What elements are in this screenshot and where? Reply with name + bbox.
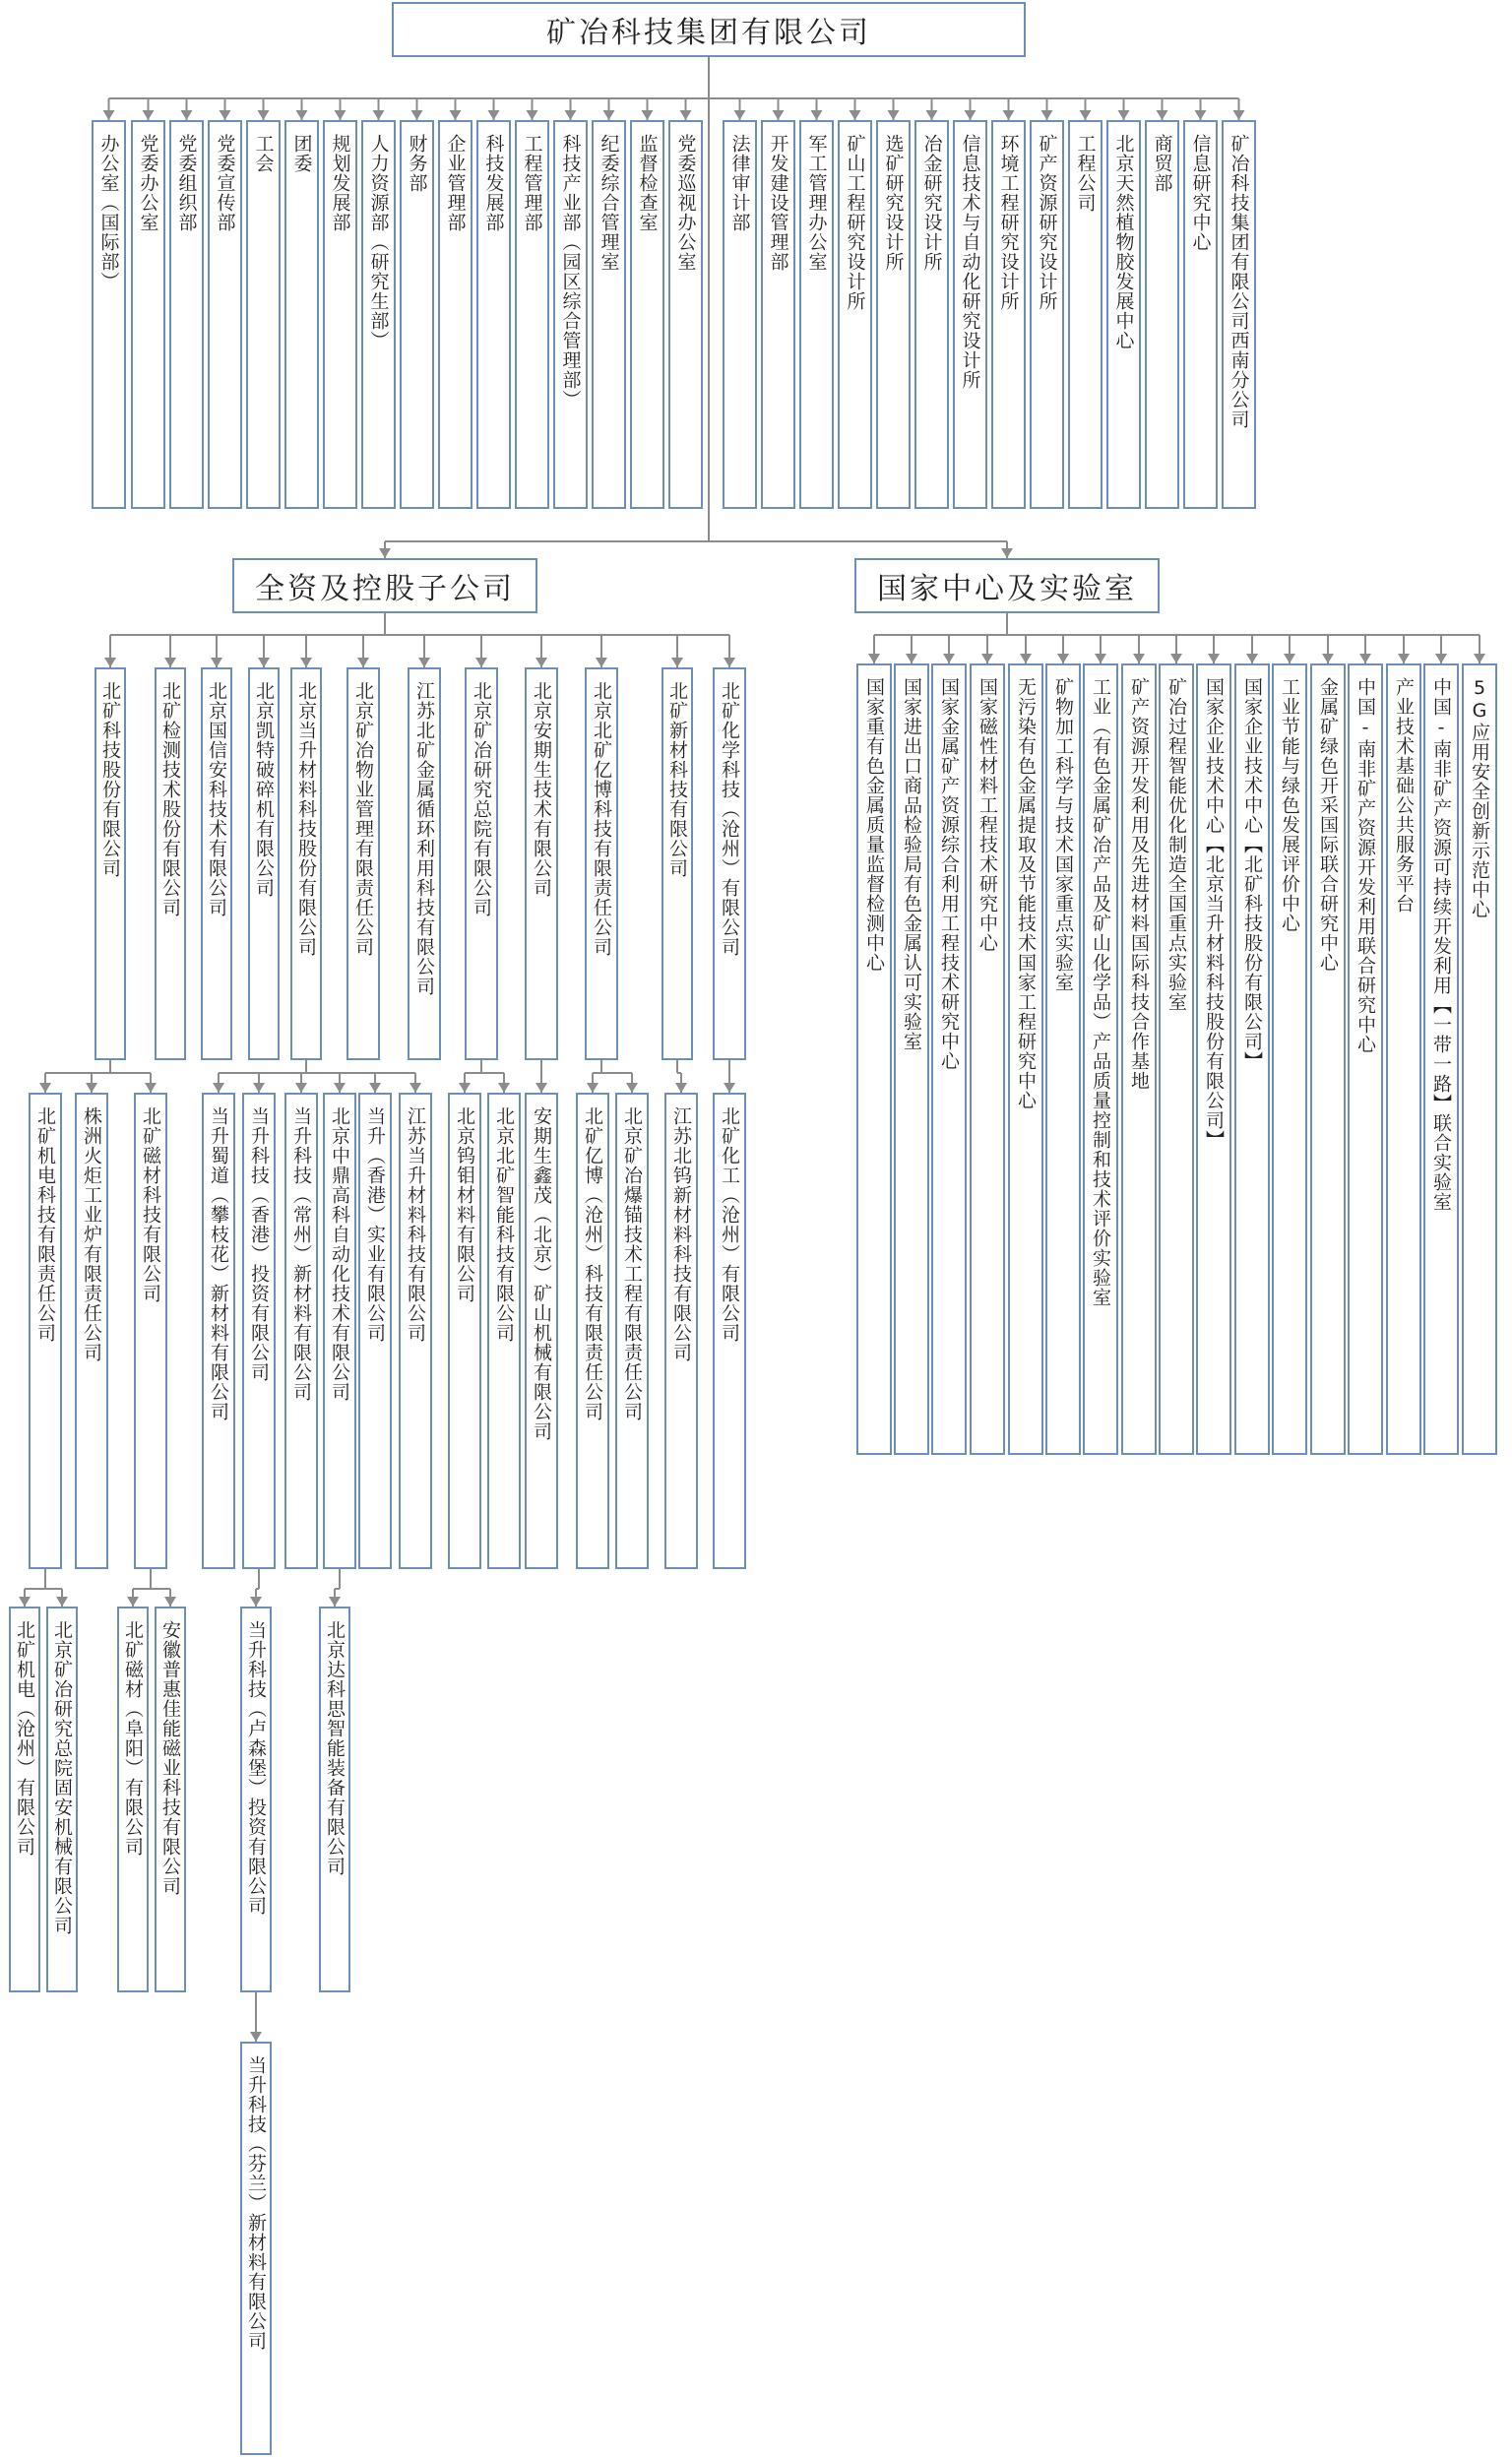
department-5	[246, 120, 281, 509]
subsidiary-l2-11-label: 北京北矿智能科技有限公司	[493, 1106, 515, 1343]
root-node	[392, 2, 1026, 57]
subsidiary-l2-1-label: 北矿机电科技有限责任公司	[34, 1106, 56, 1343]
department-13	[553, 120, 588, 509]
arrow-head	[1057, 654, 1069, 663]
arrow-head	[143, 110, 155, 120]
arrow-head	[127, 1597, 139, 1607]
department-18-label: 开发建设管理部	[767, 134, 789, 272]
arrow-head	[626, 1083, 638, 1093]
arrow-head	[418, 658, 430, 667]
subsidiary-l2-14-label: 北京矿冶爆锚技术工程有限责任公司	[621, 1106, 643, 1421]
arrow-head	[329, 1597, 341, 1607]
arrow-head	[888, 110, 900, 120]
arrow-head	[181, 110, 193, 120]
department-10	[438, 120, 472, 509]
arrow-head	[253, 1083, 265, 1093]
department-9	[400, 120, 434, 509]
subsidiary-l2-2-label: 株洲火炬工业炉有限责任公司	[81, 1106, 102, 1362]
arrow-head	[211, 658, 222, 667]
subsidiary-4	[248, 667, 280, 1060]
lab-5-label: 无污染有色金属提取及节能技术国家工程研究中心	[1015, 677, 1037, 1110]
department-20-label: 矿山工程研究设计所	[844, 134, 866, 311]
department-27-label: 北京天然植物胶发展中心	[1112, 134, 1135, 350]
lab-2-label: 国家进出口商品检验局有色金属认可实验室	[901, 677, 922, 1051]
lab-11-label: 国家企业技术中心【北矿科技股份有限公司】	[1241, 677, 1263, 1071]
lab-14	[1348, 663, 1383, 1455]
department-29	[1183, 120, 1218, 509]
arrow-head	[411, 110, 423, 120]
subsidiary-l2-8	[358, 1093, 392, 1569]
arrow-head	[868, 654, 880, 663]
department-24-label: 环境工程研究设计所	[997, 134, 1020, 311]
subsidiary-l2-12-label: 安期生鑫茂（北京）矿山机械有限公司	[531, 1106, 552, 1441]
arrow-head	[373, 110, 385, 120]
subsidiary-2-label: 北矿检测技术股份有限公司	[159, 681, 181, 917]
subsidiary-l2-10-label: 北京钨钼材料有限公司	[454, 1106, 475, 1303]
arrow-head	[296, 110, 308, 120]
subsidiary-6	[346, 667, 380, 1060]
department-9-label: 财务部	[406, 134, 428, 193]
subsidiary-8	[465, 667, 498, 1060]
lab-7	[1083, 663, 1118, 1455]
arrow-head	[1001, 548, 1013, 558]
department-30	[1222, 120, 1256, 509]
subsidiary-12-label: 北矿化学科技（沧州）有限公司	[719, 681, 740, 957]
department-2	[131, 120, 165, 509]
arrow-head	[86, 1083, 97, 1093]
subsidiary-l3-4-label: 安徽普惠佳能磁业科技有限公司	[159, 1620, 181, 1896]
arrow-head	[1208, 654, 1220, 663]
arrow-head	[906, 654, 917, 663]
subsidiary-12	[713, 667, 746, 1060]
subsidiary-6-label: 北京矿冶物业管理有限责任公司	[352, 681, 374, 957]
root-node-label: 矿冶科技集团有限公司	[546, 16, 871, 50]
arrow-head	[250, 1597, 262, 1607]
arrow-head	[1359, 654, 1371, 663]
department-17-label: 法律审计部	[728, 134, 751, 232]
subsidiary-l3-2	[46, 1607, 78, 1992]
lab-12-label: 工业节能与绿色发展评价中心	[1279, 677, 1300, 933]
arrow-head	[164, 1597, 176, 1607]
subsidiary-10-label: 北京北矿亿博科技有限责任公司	[591, 681, 612, 957]
department-6-label: 团委	[290, 134, 313, 173]
lab-15-label: 产业技术基础公共服务平台	[1393, 677, 1415, 914]
department-12	[515, 120, 549, 509]
lab-10-label: 国家企业技术中心【北京当升材料科技股份有限公司】	[1203, 677, 1225, 1150]
department-12-label: 工程管理部	[521, 134, 543, 232]
arrow-head	[850, 110, 861, 120]
arrow-head	[981, 654, 993, 663]
arrow-head	[1398, 654, 1410, 663]
lab-9-label: 矿冶过程智能优化制造全国重点实验室	[1166, 677, 1187, 1012]
arrow-head	[675, 1083, 687, 1093]
arrow-head	[1003, 110, 1015, 120]
department-18	[761, 120, 795, 509]
arrow-head	[680, 110, 692, 120]
subsidiary-l2-9	[399, 1093, 432, 1569]
lab-14-label: 中国-南非矿产资源开发利用联合研究中心	[1354, 677, 1376, 1054]
arrow-head	[773, 110, 785, 120]
lab-11	[1234, 663, 1270, 1455]
department-30-label: 矿冶科技集团有限公司西南分公司	[1228, 134, 1250, 429]
department-27	[1106, 120, 1141, 509]
arrow-head	[220, 110, 231, 120]
arrow-head	[335, 110, 346, 120]
lab-16-label: 中国-南非矿产资源可持续开发利用【一带一路】联合实验室	[1430, 677, 1452, 1212]
arrow-head	[334, 1083, 346, 1093]
department-11	[476, 120, 511, 509]
subsidiary-11-label: 北矿新材科技有限公司	[666, 681, 688, 878]
department-10-label: 企业管理部	[444, 134, 467, 232]
arrow-head	[724, 1083, 735, 1093]
lab-7-label: 工业（有色金属矿冶产品及矿山化学品）产品质量控制和技术评价实验室	[1090, 677, 1111, 1307]
arrow-head	[498, 1083, 510, 1093]
arrow-head	[926, 110, 938, 120]
department-6	[284, 120, 319, 509]
department-22	[914, 120, 949, 509]
subsidiary-3-label: 北京国信安科技术有限公司	[206, 681, 227, 917]
department-15-label: 监督检查室	[636, 134, 659, 232]
arrow-head	[39, 1083, 51, 1093]
subsidiary-1-label: 北矿科技股份有限公司	[99, 681, 121, 878]
arrow-head	[410, 1083, 421, 1093]
arrow-head	[1322, 654, 1334, 663]
lab-3	[931, 663, 967, 1455]
department-16	[668, 120, 703, 509]
arrow-head	[450, 110, 462, 120]
department-19	[799, 120, 834, 509]
lab-16	[1423, 663, 1459, 1455]
subsidiary-7-label: 江苏北矿金属循环利用科技有限公司	[413, 681, 435, 996]
group-subsidiaries-label: 全资及控股子公司	[255, 572, 515, 606]
arrow-head	[565, 110, 577, 120]
subsidiary-3	[201, 667, 232, 1060]
arrow-head	[379, 548, 391, 558]
arrow-head	[1284, 654, 1295, 663]
department-28-label: 商贸部	[1151, 134, 1173, 193]
department-14-label: 纪委综合管理室	[598, 134, 620, 272]
subsidiary-l2-10	[448, 1093, 481, 1569]
department-4	[208, 120, 242, 509]
subsidiary-l2-5-label: 当升科技（香港）投资有限公司	[248, 1106, 270, 1382]
arrow-head	[1233, 110, 1245, 120]
arrow-head	[475, 658, 487, 667]
subsidiary-l4-1	[240, 2042, 272, 2455]
subsidiary-l2-2	[75, 1093, 108, 1569]
lab-9	[1159, 663, 1194, 1455]
department-22-label: 冶金研究设计所	[920, 134, 943, 272]
arrow-head	[258, 658, 270, 667]
subsidiary-5	[290, 667, 322, 1060]
subsidiary-l2-1	[29, 1093, 62, 1569]
subsidiary-l2-3-label: 北矿磁材科技有限公司	[140, 1106, 161, 1303]
lab-5	[1008, 663, 1043, 1455]
arrow-head	[1170, 654, 1182, 663]
department-7-label: 规划发展部	[329, 134, 351, 232]
department-2-label: 党委办公室	[137, 134, 159, 232]
subsidiary-l2-6	[284, 1093, 318, 1569]
department-5-label: 工会	[252, 134, 275, 173]
arrow-head	[369, 1083, 381, 1093]
subsidiary-l3-3	[117, 1607, 149, 1992]
department-26-label: 工程公司	[1074, 134, 1097, 213]
arrow-head	[1157, 110, 1168, 120]
department-1-label: 办公室（国际部）	[97, 134, 120, 291]
subsidiary-1	[94, 667, 126, 1060]
arrow-head	[724, 658, 735, 667]
arrow-head	[943, 654, 955, 663]
lab-4-label: 国家磁性材料工程技术研究中心	[976, 677, 998, 953]
subsidiary-l3-2-label: 北京矿冶研究总院固安机械有限公司	[51, 1620, 73, 1935]
department-19-label: 军工管理办公室	[805, 134, 828, 272]
arrow-head	[56, 1597, 68, 1607]
department-16-label: 党委巡视办公室	[674, 134, 697, 272]
lab-13-label: 金属矿绿色开采国际联合研究中心	[1317, 677, 1339, 973]
arrow-head	[164, 658, 176, 667]
arrow-head	[1020, 654, 1032, 663]
subsidiary-l2-7-label: 北京中鼎高科自动化技术有限公司	[329, 1106, 350, 1402]
lab-17-label: 5G应用安全创新示范中心	[1469, 677, 1490, 919]
arrow-head	[295, 1083, 307, 1093]
lab-2	[894, 663, 929, 1455]
lab-1	[856, 663, 892, 1455]
arrow-head	[1474, 654, 1485, 663]
subsidiary-l3-5	[240, 1607, 272, 1992]
subsidiary-11	[662, 667, 693, 1060]
arrow-head	[258, 110, 270, 120]
department-7	[323, 120, 357, 509]
subsidiary-l2-15	[664, 1093, 698, 1569]
subsidiary-l2-16	[713, 1093, 746, 1569]
subsidiary-l3-3-label: 北矿磁材（阜阳）有限公司	[122, 1620, 144, 1857]
lab-1-label: 国家重有色金属质量监督检测中心	[863, 677, 885, 973]
department-21	[876, 120, 911, 509]
subsidiary-5-label: 北京当升材料科技股份有限公司	[295, 681, 317, 957]
subsidiary-l2-4-label: 当升蜀道（攀枝花）新材料有限公司	[208, 1106, 229, 1421]
arrow-head	[965, 110, 976, 120]
subsidiary-l2-14	[615, 1093, 649, 1569]
department-21-label: 选矿研究设计所	[882, 134, 905, 272]
arrow-head	[459, 1083, 471, 1093]
subsidiary-l2-9-label: 江苏当升材料科技有限公司	[405, 1106, 426, 1343]
department-28	[1145, 120, 1179, 509]
subsidiary-l3-1	[9, 1607, 40, 1992]
subsidiary-l4-1-label: 当升科技（芬兰）新材料有限公司	[245, 2055, 267, 2351]
subsidiary-l3-4	[155, 1607, 186, 1992]
arrow-head	[1195, 110, 1207, 120]
subsidiary-l2-7	[323, 1093, 356, 1569]
subsidiary-10	[585, 667, 618, 1060]
department-1	[92, 120, 126, 509]
department-26	[1068, 120, 1102, 509]
subsidiary-l2-13-label: 北矿亿博（沧州）科技有限责任公司	[582, 1106, 603, 1421]
lab-8	[1121, 663, 1157, 1455]
department-25-label: 矿产资源研究设计所	[1036, 134, 1058, 311]
department-11-label: 科技发展部	[482, 134, 505, 232]
arrow-head	[587, 1083, 598, 1093]
department-23	[953, 120, 987, 509]
arrow-head	[734, 110, 746, 120]
subsidiary-l2-4	[202, 1093, 235, 1569]
department-13-label: 科技产业部（园区综合管理部）	[559, 134, 582, 410]
department-8-label: 人力资源部（研究生部）	[367, 134, 390, 350]
department-17	[723, 120, 757, 509]
arrow-head	[642, 110, 654, 120]
subsidiary-l3-6-label: 北京达科思智能装备有限公司	[324, 1620, 346, 1876]
lab-3-label: 国家金属矿产资源综合利用工程技术研究中心	[938, 677, 960, 1071]
lab-6-label: 矿物加工科学与技术国家重点实验室	[1052, 677, 1074, 992]
department-8	[361, 120, 396, 509]
arrow-head	[250, 2032, 262, 2042]
department-3-label: 党委组织部	[175, 134, 198, 232]
subsidiary-l2-5	[242, 1093, 276, 1569]
subsidiary-l2-6-label: 当升科技（常州）新材料有限公司	[290, 1106, 312, 1402]
arrow-head	[357, 658, 369, 667]
subsidiary-9-label: 北京安期生技术有限公司	[531, 681, 552, 898]
subsidiary-l2-11	[487, 1093, 521, 1569]
arrow-head	[488, 110, 500, 120]
group-labs-label: 国家中心及实验室	[877, 572, 1137, 606]
lab-8-label: 矿产资源开发利用及先进材料国际科技合作基地	[1128, 677, 1150, 1091]
lab-13	[1310, 663, 1346, 1455]
lab-4	[970, 663, 1005, 1455]
lab-12	[1272, 663, 1307, 1455]
department-20	[838, 120, 872, 509]
arrow-head	[1095, 654, 1106, 663]
subsidiary-l2-16-label: 北矿化工（沧州）有限公司	[719, 1106, 740, 1343]
arrow-head	[671, 658, 683, 667]
department-14	[592, 120, 626, 509]
subsidiary-8-label: 北京矿冶研究总院有限公司	[471, 681, 492, 917]
arrow-head	[104, 658, 116, 667]
subsidiary-l2-3	[134, 1093, 167, 1569]
department-25	[1030, 120, 1064, 509]
lab-15	[1386, 663, 1421, 1455]
arrow-head	[103, 110, 115, 120]
arrow-head	[1080, 110, 1092, 120]
subsidiary-l3-5-label: 当升科技（卢森堡）投资有限公司	[245, 1620, 267, 1916]
lab-6	[1045, 663, 1081, 1455]
department-3	[169, 120, 204, 509]
arrow-head	[19, 1597, 31, 1607]
lab-10	[1196, 663, 1231, 1455]
arrow-head	[300, 658, 312, 667]
arrow-head	[1246, 654, 1258, 663]
subsidiary-2	[155, 667, 186, 1060]
department-4-label: 党委宣传部	[214, 134, 236, 232]
subsidiary-4-label: 北京凯特破碎机有限公司	[253, 681, 275, 898]
subsidiary-l3-1-label: 北矿机电（沧州）有限公司	[14, 1620, 35, 1857]
subsidiary-l2-13	[576, 1093, 609, 1569]
subsidiary-9	[525, 667, 558, 1060]
group-labs	[854, 558, 1160, 613]
arrow-head	[536, 1083, 547, 1093]
subsidiary-l2-15-label: 江苏北钨新材料科技有限公司	[670, 1106, 692, 1362]
group-subsidiaries	[232, 558, 537, 613]
subsidiary-l2-12	[525, 1093, 558, 1569]
department-29-label: 信息研究中心	[1189, 134, 1212, 252]
department-24	[991, 120, 1026, 509]
arrow-head	[1118, 110, 1130, 120]
lab-17	[1462, 663, 1497, 1455]
arrow-head	[603, 110, 615, 120]
department-23-label: 信息技术与自动化研究设计所	[959, 134, 981, 390]
arrow-head	[1435, 654, 1447, 663]
arrow-head	[213, 1083, 224, 1093]
arrow-head	[145, 1083, 157, 1093]
arrow-head	[596, 658, 607, 667]
subsidiary-l3-6	[319, 1607, 350, 1992]
arrow-head	[1133, 654, 1145, 663]
arrow-head	[811, 110, 823, 120]
arrow-head	[527, 110, 538, 120]
department-15	[630, 120, 664, 509]
subsidiary-7	[408, 667, 441, 1060]
arrow-head	[536, 658, 547, 667]
arrow-head	[1041, 110, 1053, 120]
subsidiary-l2-8-label: 当升（香港）实业有限公司	[364, 1106, 386, 1343]
